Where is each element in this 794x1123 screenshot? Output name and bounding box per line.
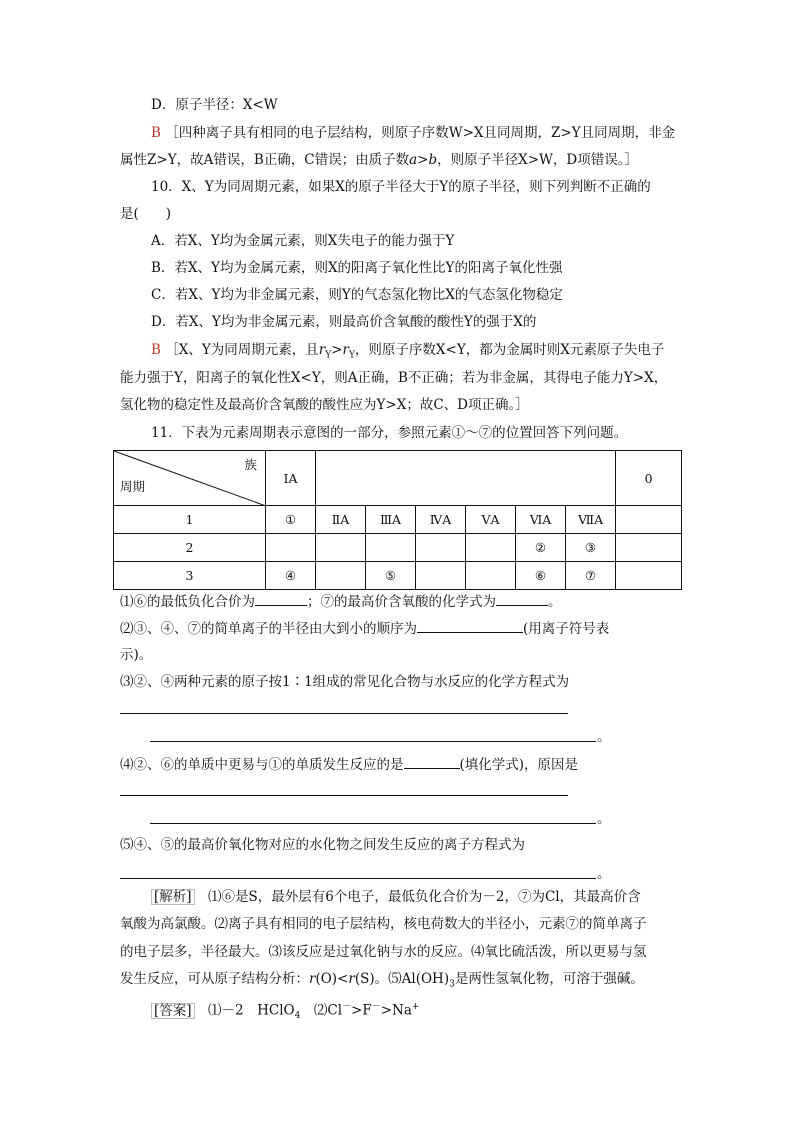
cell: ③ xyxy=(566,534,616,562)
a2: ⑵Cl xyxy=(300,1002,343,1019)
p2a: ⑵③、④、⑦的简单离子的半径由大到小的顺序为 xyxy=(120,621,417,637)
q9-answer-text2b: a>b xyxy=(409,152,438,168)
q10-answer-letter: B xyxy=(151,342,161,358)
blank-p2 xyxy=(417,620,523,633)
cell: ② xyxy=(516,534,566,562)
period-1: 1 xyxy=(114,506,266,534)
analysis-l1: ⑴⑥是S，最外层有6个电子，最低负化合价为－2，⑦为Cl，其最高价含 xyxy=(208,889,641,905)
analysis-tag: [解析] xyxy=(151,889,195,905)
q11-part1 xyxy=(120,593,562,610)
q10-stem-line2: 是( ) xyxy=(120,206,172,222)
q10-option-d: D．若X、Y均为非金属元素，则最高价含氧酸的酸性Y的强于X的 xyxy=(151,314,537,330)
a2-mid2: >Na xyxy=(380,1002,412,1019)
analysis-line2: 氧酸为高氯酸。⑵离子具有相同的电子层结构，核电荷数大的半径小，元素⑦的简单离子 xyxy=(120,916,647,932)
q9-answer-text2c: ，则原子半径X>W，D项错误。］ xyxy=(437,152,638,168)
l4b: r xyxy=(309,971,316,987)
periodic-table xyxy=(113,450,682,590)
q11-stem: 11．下表为元素周期表示意图的一部分，参照元素①～⑦的位置回答下列问题。 xyxy=(151,425,628,441)
cell xyxy=(266,534,316,562)
cell xyxy=(366,534,416,562)
group-VIA: ⅥA xyxy=(516,506,566,534)
header-group-IA: ⅠA xyxy=(266,451,316,506)
l4a: 发生反应，可从原子结构分析： xyxy=(120,971,309,987)
l4e: (S)。⑸Al(OH) xyxy=(354,971,450,987)
cell xyxy=(416,562,466,590)
blank-p1-1 xyxy=(255,593,307,606)
a2-sup1: － xyxy=(342,1002,352,1012)
corner-group-label: 族 xyxy=(244,457,257,472)
q10-answer-1f: Y xyxy=(348,350,355,361)
cell xyxy=(316,562,366,590)
p1b: ；⑦的最高价含氧酸的化学式为 xyxy=(307,594,496,610)
analysis-line1 xyxy=(151,889,641,905)
q10-answer-1d: > xyxy=(331,342,343,358)
table-corner xyxy=(114,451,266,506)
cell xyxy=(316,534,366,562)
group-IVA: ⅣA xyxy=(416,506,466,534)
answer-tag: [答案] xyxy=(151,1003,195,1019)
cell: ⑤ xyxy=(366,562,416,590)
table-row xyxy=(114,562,682,590)
p1c: 。 xyxy=(548,594,562,610)
q11-part3: ⑶②、④两种元素的原子按1∶1组成的常见化合物与水反应的化学方程式为 xyxy=(120,674,570,690)
table-row xyxy=(114,534,682,562)
answer-line xyxy=(150,741,596,742)
q11-part4 xyxy=(120,756,578,773)
cell xyxy=(466,562,516,590)
q9-answer-letter: B xyxy=(151,125,161,141)
q10-answer-line2: 能力强于Y，阳离子的氧化性X<Y，则A正确，B不正确；若为非金属，其得电子能力Y>X， xyxy=(120,370,668,386)
cell: ⑦ xyxy=(566,562,616,590)
analysis-line3: 的电子层多，半径最大。⑶该反应是过氧化钠与水的反应。⑷氧比硫活泼，所以更易与氢 xyxy=(120,944,647,960)
q10-answer-1g: ，则原子序数X<Y，都为金属时则X元素原子失电子 xyxy=(354,342,665,358)
q9-option-d: D．原子半径：X<W xyxy=(151,97,278,113)
answer-line xyxy=(120,878,596,879)
part4-period: 。 xyxy=(597,811,611,827)
p1a: ⑴⑥的最低负化合价为 xyxy=(120,594,255,610)
l4c: (O)< xyxy=(315,971,349,987)
l4f: 3 xyxy=(449,979,455,990)
q10-option-a: A．若X、Y均为金属元素，则X失电子的能力强于Y xyxy=(151,233,455,249)
q10-answer-1c: Y xyxy=(325,350,332,361)
answer-key xyxy=(151,999,419,1024)
q10-answer-1e: r xyxy=(342,342,349,358)
q9-answer-line2 xyxy=(120,152,638,168)
answer-line xyxy=(120,795,568,796)
l4g: 是两性氢氧化物，可溶于强碱。 xyxy=(454,971,644,987)
cell: ① xyxy=(266,506,316,534)
p4b: (填化学式)，原因是 xyxy=(459,757,579,773)
period-2: 2 xyxy=(114,534,266,562)
part3-period: 。 xyxy=(597,729,611,745)
blank-p4 xyxy=(404,756,460,769)
cell: ⑥ xyxy=(516,562,566,590)
blank-p1-2 xyxy=(496,593,548,606)
group-VIIA: ⅦA xyxy=(566,506,616,534)
a1: ⑴－2 HClO xyxy=(208,1002,295,1019)
q10-answer-1a: ［X、Y为同周期元素，且 xyxy=(165,342,319,358)
q11-part2-cont: 示)。 xyxy=(120,647,153,663)
a2-sup3: + xyxy=(411,1002,420,1012)
q9-answer-text2a: 属性Z>Y，故A错误，B正确，C错误；由质子数 xyxy=(120,152,410,168)
p2b: (用离子符号表 xyxy=(523,621,610,637)
q10-stem-line1: 10．X、Y为同周期元素，如果X的原子半径大于Y的原子半径，则下列判断不正确的 xyxy=(151,179,651,195)
period-3: 3 xyxy=(114,562,266,590)
a2-mid1: >F xyxy=(351,1002,372,1019)
q10-option-c: C．若X、Y均为非金属元素，则Y的气态氢化物比X的气态氢化物稳定 xyxy=(151,287,563,303)
header-blank xyxy=(316,451,616,506)
q11-part5: ⑸④、⑤的最高价氧化物对应的水化物之间发生反应的离子方程式为 xyxy=(120,837,525,853)
q10-answer-line3: 氢化物的稳定性及最高价含氧酸的酸性应为Y>X；故C、D项正确。］ xyxy=(120,397,529,413)
a2-sup2: － xyxy=(371,1002,381,1012)
cell xyxy=(616,534,682,562)
q9-answer-text1: ［四种离子具有相同的电子层结构，则原子序数W>X且同周期，Z>Y且同周期，非金 xyxy=(165,125,676,141)
cell xyxy=(616,562,682,590)
analysis-line4 xyxy=(120,971,644,993)
q10-answer-line1 xyxy=(151,342,664,364)
q10-option-b: B．若X、Y均为金属元素，则X的阳离子氧化性比Y的阳离子氧化性强 xyxy=(151,260,563,276)
answer-line xyxy=(150,823,596,824)
corner-period-label: 周期 xyxy=(120,479,146,494)
table-row xyxy=(114,506,682,534)
q11-part2 xyxy=(120,620,609,637)
cell xyxy=(416,534,466,562)
group-VA: ⅤA xyxy=(466,506,516,534)
a1-sub: 4 xyxy=(294,1011,301,1022)
group-IIIA: ⅢA xyxy=(366,506,416,534)
l4d: r xyxy=(348,971,355,987)
part5-period: 。 xyxy=(597,866,611,882)
header-group-0: 0 xyxy=(616,451,682,506)
cell xyxy=(616,506,682,534)
answer-line xyxy=(120,713,568,714)
q9-answer-line1 xyxy=(151,125,675,141)
cell xyxy=(466,534,516,562)
q10-answer-1b: r xyxy=(318,342,326,358)
p4a: ⑷②、⑥的单质中更易与①的单质发生反应的是 xyxy=(120,757,404,773)
group-IIA: ⅡA xyxy=(316,506,366,534)
cell: ④ xyxy=(266,562,316,590)
